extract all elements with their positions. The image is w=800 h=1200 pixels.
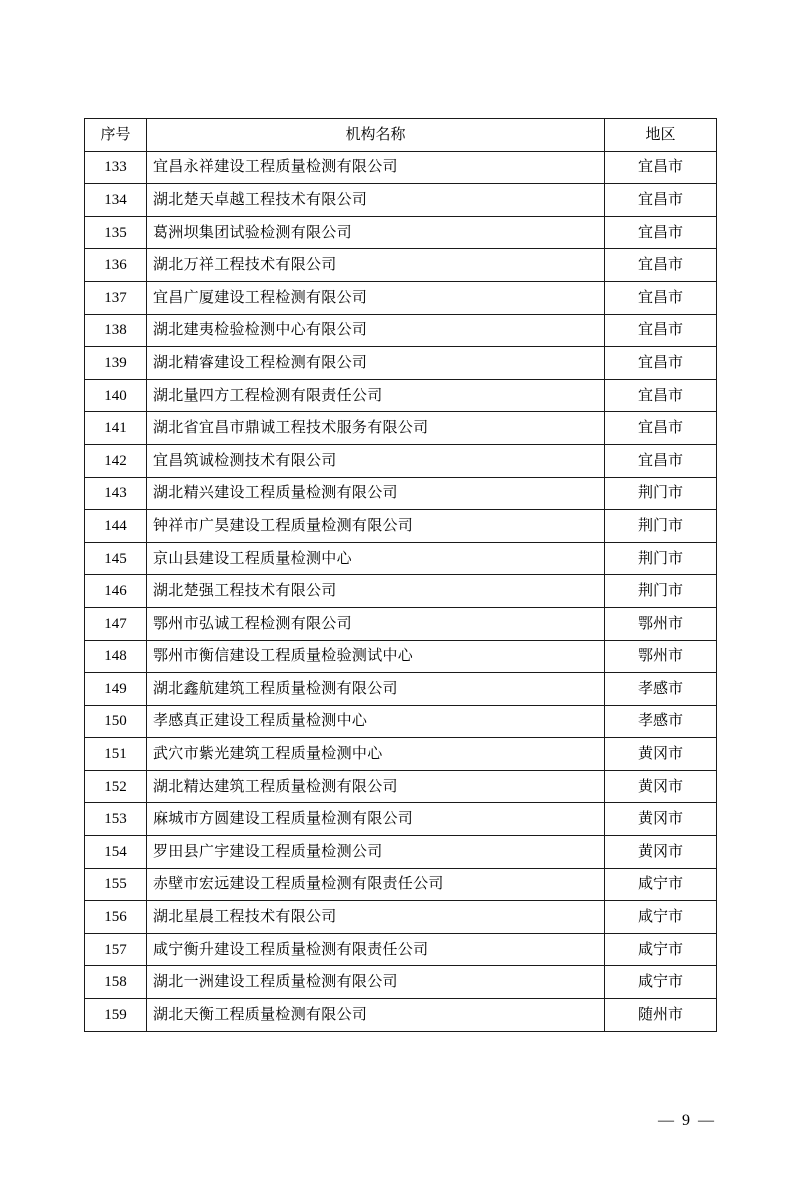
cell-index: 143	[85, 477, 147, 510]
table-row	[85, 281, 717, 314]
cell-index: 144	[85, 510, 147, 543]
cell-index: 136	[85, 249, 147, 282]
cell-area: 黄冈市	[605, 770, 717, 803]
column-header-name: 机构名称	[147, 119, 605, 152]
cell-area: 荆门市	[605, 575, 717, 608]
cell-institution-name: 武穴市紫光建筑工程质量检测中心	[147, 738, 605, 771]
cell-area: 宜昌市	[605, 314, 717, 347]
cell-index: 148	[85, 640, 147, 673]
cell-area: 鄂州市	[605, 640, 717, 673]
cell-index: 142	[85, 444, 147, 477]
cell-institution-name: 咸宁衡升建设工程质量检测有限责任公司	[147, 933, 605, 966]
cell-area: 宜昌市	[605, 216, 717, 249]
cell-index: 155	[85, 868, 147, 901]
cell-index: 138	[85, 314, 147, 347]
cell-index: 149	[85, 673, 147, 706]
cell-institution-name: 宜昌永祥建设工程质量检测有限公司	[147, 151, 605, 184]
cell-institution-name: 湖北万祥工程技术有限公司	[147, 249, 605, 282]
cell-index: 137	[85, 281, 147, 314]
cell-index: 159	[85, 999, 147, 1032]
table-row	[85, 314, 717, 347]
page-number: — 9 —	[658, 1112, 716, 1129]
cell-index: 146	[85, 575, 147, 608]
cell-area: 荆门市	[605, 542, 717, 575]
table-header-row	[85, 119, 717, 152]
cell-area: 宜昌市	[605, 249, 717, 282]
column-header-index: 序号	[85, 119, 147, 152]
cell-area: 黄冈市	[605, 803, 717, 836]
cell-institution-name: 湖北楚强工程技术有限公司	[147, 575, 605, 608]
cell-index: 134	[85, 184, 147, 217]
cell-institution-name: 湖北精达建筑工程质量检测有限公司	[147, 770, 605, 803]
cell-index: 156	[85, 901, 147, 934]
table-row	[85, 444, 717, 477]
cell-index: 153	[85, 803, 147, 836]
table-row	[85, 379, 717, 412]
table-row	[85, 347, 717, 380]
cell-index: 151	[85, 738, 147, 771]
cell-index: 140	[85, 379, 147, 412]
table-row	[85, 412, 717, 445]
cell-index: 150	[85, 705, 147, 738]
cell-index: 157	[85, 933, 147, 966]
cell-institution-name: 麻城市方圆建设工程质量检测有限公司	[147, 803, 605, 836]
cell-area: 孝感市	[605, 673, 717, 706]
cell-institution-name: 京山县建设工程质量检测中心	[147, 542, 605, 575]
table-row	[85, 673, 717, 706]
table-row	[85, 477, 717, 510]
cell-institution-name: 湖北楚天卓越工程技术有限公司	[147, 184, 605, 217]
cell-index: 152	[85, 770, 147, 803]
table-row	[85, 607, 717, 640]
cell-area: 黄冈市	[605, 738, 717, 771]
cell-area: 宜昌市	[605, 281, 717, 314]
institutions-table	[84, 118, 717, 1032]
table-row	[85, 216, 717, 249]
cell-area: 黄冈市	[605, 836, 717, 869]
table-body	[85, 151, 717, 1031]
table-row	[85, 542, 717, 575]
cell-index: 133	[85, 151, 147, 184]
cell-institution-name: 湖北建夷检验检测中心有限公司	[147, 314, 605, 347]
cell-institution-name: 宜昌广厦建设工程检测有限公司	[147, 281, 605, 314]
cell-area: 宜昌市	[605, 379, 717, 412]
cell-area: 咸宁市	[605, 901, 717, 934]
table-row	[85, 999, 717, 1032]
cell-index: 139	[85, 347, 147, 380]
cell-institution-name: 宜昌筑诚检测技术有限公司	[147, 444, 605, 477]
table-row	[85, 510, 717, 543]
table-row	[85, 575, 717, 608]
cell-institution-name: 湖北天衡工程质量检测有限公司	[147, 999, 605, 1032]
cell-area: 咸宁市	[605, 966, 717, 999]
cell-institution-name: 湖北省宜昌市鼎诚工程技术服务有限公司	[147, 412, 605, 445]
cell-area: 宜昌市	[605, 184, 717, 217]
table-row	[85, 933, 717, 966]
cell-institution-name: 湖北精兴建设工程质量检测有限公司	[147, 477, 605, 510]
table-row	[85, 249, 717, 282]
institutions-table-wrapper	[84, 118, 716, 1032]
table-row	[85, 901, 717, 934]
cell-area: 宜昌市	[605, 151, 717, 184]
cell-area: 宜昌市	[605, 412, 717, 445]
cell-area: 宜昌市	[605, 444, 717, 477]
table-row	[85, 705, 717, 738]
cell-index: 158	[85, 966, 147, 999]
cell-area: 鄂州市	[605, 607, 717, 640]
cell-institution-name: 赤壁市宏远建设工程质量检测有限责任公司	[147, 868, 605, 901]
cell-institution-name: 湖北鑫航建筑工程质量检测有限公司	[147, 673, 605, 706]
cell-area: 随州市	[605, 999, 717, 1032]
table-row	[85, 836, 717, 869]
cell-index: 145	[85, 542, 147, 575]
cell-institution-name: 钟祥市广昊建设工程质量检测有限公司	[147, 510, 605, 543]
table-row	[85, 151, 717, 184]
cell-area: 荆门市	[605, 510, 717, 543]
cell-index: 147	[85, 607, 147, 640]
cell-institution-name: 鄂州市衡信建设工程质量检验测试中心	[147, 640, 605, 673]
column-header-area: 地区	[605, 119, 717, 152]
cell-institution-name: 孝感真正建设工程质量检测中心	[147, 705, 605, 738]
cell-institution-name: 葛洲坝集团试验检测有限公司	[147, 216, 605, 249]
table-row	[85, 770, 717, 803]
cell-institution-name: 湖北精睿建设工程检测有限公司	[147, 347, 605, 380]
cell-area: 宜昌市	[605, 347, 717, 380]
cell-area: 咸宁市	[605, 868, 717, 901]
table-row	[85, 966, 717, 999]
table-row	[85, 868, 717, 901]
cell-index: 141	[85, 412, 147, 445]
table-row	[85, 640, 717, 673]
cell-index: 154	[85, 836, 147, 869]
cell-index: 135	[85, 216, 147, 249]
cell-institution-name: 罗田县广宇建设工程质量检测公司	[147, 836, 605, 869]
table-row	[85, 803, 717, 836]
cell-area: 咸宁市	[605, 933, 717, 966]
table-row	[85, 738, 717, 771]
cell-institution-name: 湖北一洲建设工程质量检测有限公司	[147, 966, 605, 999]
cell-area: 孝感市	[605, 705, 717, 738]
cell-area: 荆门市	[605, 477, 717, 510]
cell-institution-name: 湖北星晨工程技术有限公司	[147, 901, 605, 934]
table-row	[85, 184, 717, 217]
cell-institution-name: 鄂州市弘诚工程检测有限公司	[147, 607, 605, 640]
cell-institution-name: 湖北量四方工程检测有限责任公司	[147, 379, 605, 412]
